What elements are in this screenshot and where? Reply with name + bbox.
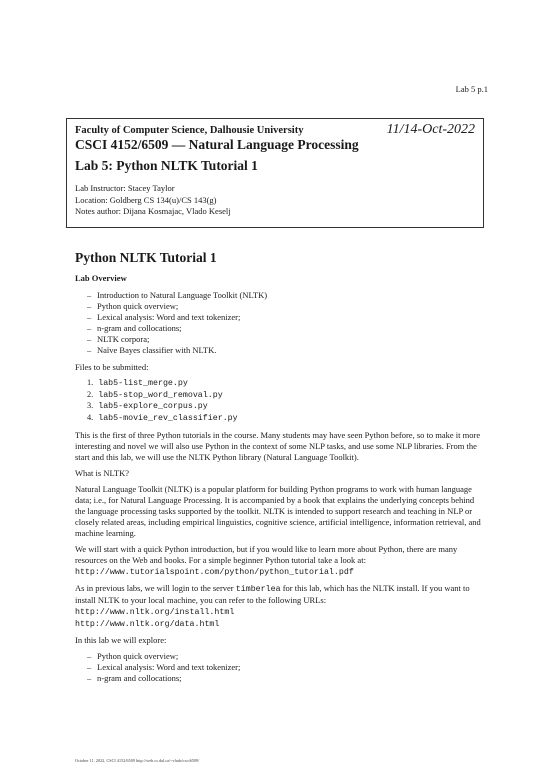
list-item: – Lexical analysis: Word and text tokenizer;	[87, 662, 485, 673]
lab-header-box	[66, 118, 484, 228]
lab-info	[75, 183, 475, 218]
faculty-name: Faculty of Computer Science, Dalhousie University	[75, 125, 304, 136]
lab-location: Location: Goldberg CS 134(u)/CS 143(g)	[75, 194, 217, 205]
lab-date: 11/14-Oct-2022	[386, 122, 475, 137]
nltk-paragraph: Natural Language Toolkit (NLTK) is a popular platform for building Python programs to work with human language data; i.e., for Natural Language Processing. It is accompanied by a book that explains the underlying concepts behind the language processing tasks supported by the toolkit. NLTK is intended to support research and teaching in NLP or closely related areas, including empirical linguistics, cognitive science, artificial intelligence, information retrieval, and machine learning.	[75, 484, 481, 538]
list-item: – Lexical analysis: Word and text tokenizer;	[87, 312, 485, 323]
list-item: – Python quick overview;	[87, 651, 485, 662]
notes-author: Notes author: Dijana Kosmajac, Vlado Keselj	[75, 206, 231, 216]
explore-heading: In this lab we will explore:	[75, 635, 167, 645]
list-item: – n-gram and collocations;	[87, 323, 485, 334]
lab-instructor: Lab Instructor: Stacey Taylor	[75, 183, 175, 193]
file-item: 2. lab5-stop_word_removal.py	[87, 389, 223, 400]
course-title: CSCI 4152/6509 — Natural Language Processing	[75, 137, 359, 152]
intro-paragraph: This is the first of three Python tutorials in the course. Many students may have seen Python before, so to make it more interesting and novel we will also use Python in the context of some NLP tasks, and use some NLP libraries. From the start and this lab, we will use the NLTK Python library (Natural Language Toolkit).	[75, 430, 481, 462]
section-title: Python NLTK Tutorial 1	[75, 250, 217, 265]
page-footer: October 11, 2022, CSCI 4152/6509 http://web.cs.dal.ca/~vlado/csci6509/	[75, 758, 200, 763]
file-item: 1. lab5-list_merge.py	[87, 378, 188, 388]
tutorial-url[interactable]: http://www.tutorialspoint.com/python/python_tutorial.pdf	[75, 568, 354, 577]
data-url[interactable]: http://www.nltk.org/data.html	[75, 620, 220, 629]
file-item: 4. lab5-movie_rev_classifier.py	[87, 412, 238, 423]
list-item: – n-gram and collocations;	[87, 673, 485, 684]
install-url[interactable]: http://www.nltk.org/install.html	[75, 608, 235, 617]
explore-list	[75, 651, 485, 684]
files-heading: Files to be submitted:	[75, 362, 149, 372]
login-paragraph: As in previous labs, we will login to the server timberlea for this lab, which has the NLTK install. If you want to install NLTK to your local machine, you can refer to the following URLs: http://www.nltk.org/install.html http://www.nltk.org/data.html	[75, 583, 470, 629]
list-item: – NLTK corpora;	[87, 334, 485, 345]
what-is-nltk-heading: What is NLTK?	[75, 468, 129, 478]
list-item: – Naïve Bayes classifier with NLTK.	[87, 345, 485, 356]
python-paragraph: We will start with a quick Python introduction, but if you would like to learn more about Python, there are many resources on the Web and books. For a simple beginner Python tutorial take a look at: http://www.tutorialspoint.com/python/python_tutorial.pdf	[75, 544, 458, 577]
list-item: – Python quick overview;	[87, 301, 485, 312]
files-list	[75, 378, 485, 424]
page-number-label: Lab 5 p.1	[455, 84, 488, 94]
main-content	[75, 252, 485, 690]
list-item: – Introduction to Natural Language Toolkit (NLTK)	[87, 290, 485, 301]
overview-list	[75, 290, 485, 356]
file-item: 3. lab5-explore_corpus.py	[87, 401, 208, 411]
server-name: timberlea	[235, 585, 281, 594]
lab-title: Lab 5: Python NLTK Tutorial 1	[75, 158, 258, 173]
overview-heading: Lab Overview	[75, 273, 127, 283]
